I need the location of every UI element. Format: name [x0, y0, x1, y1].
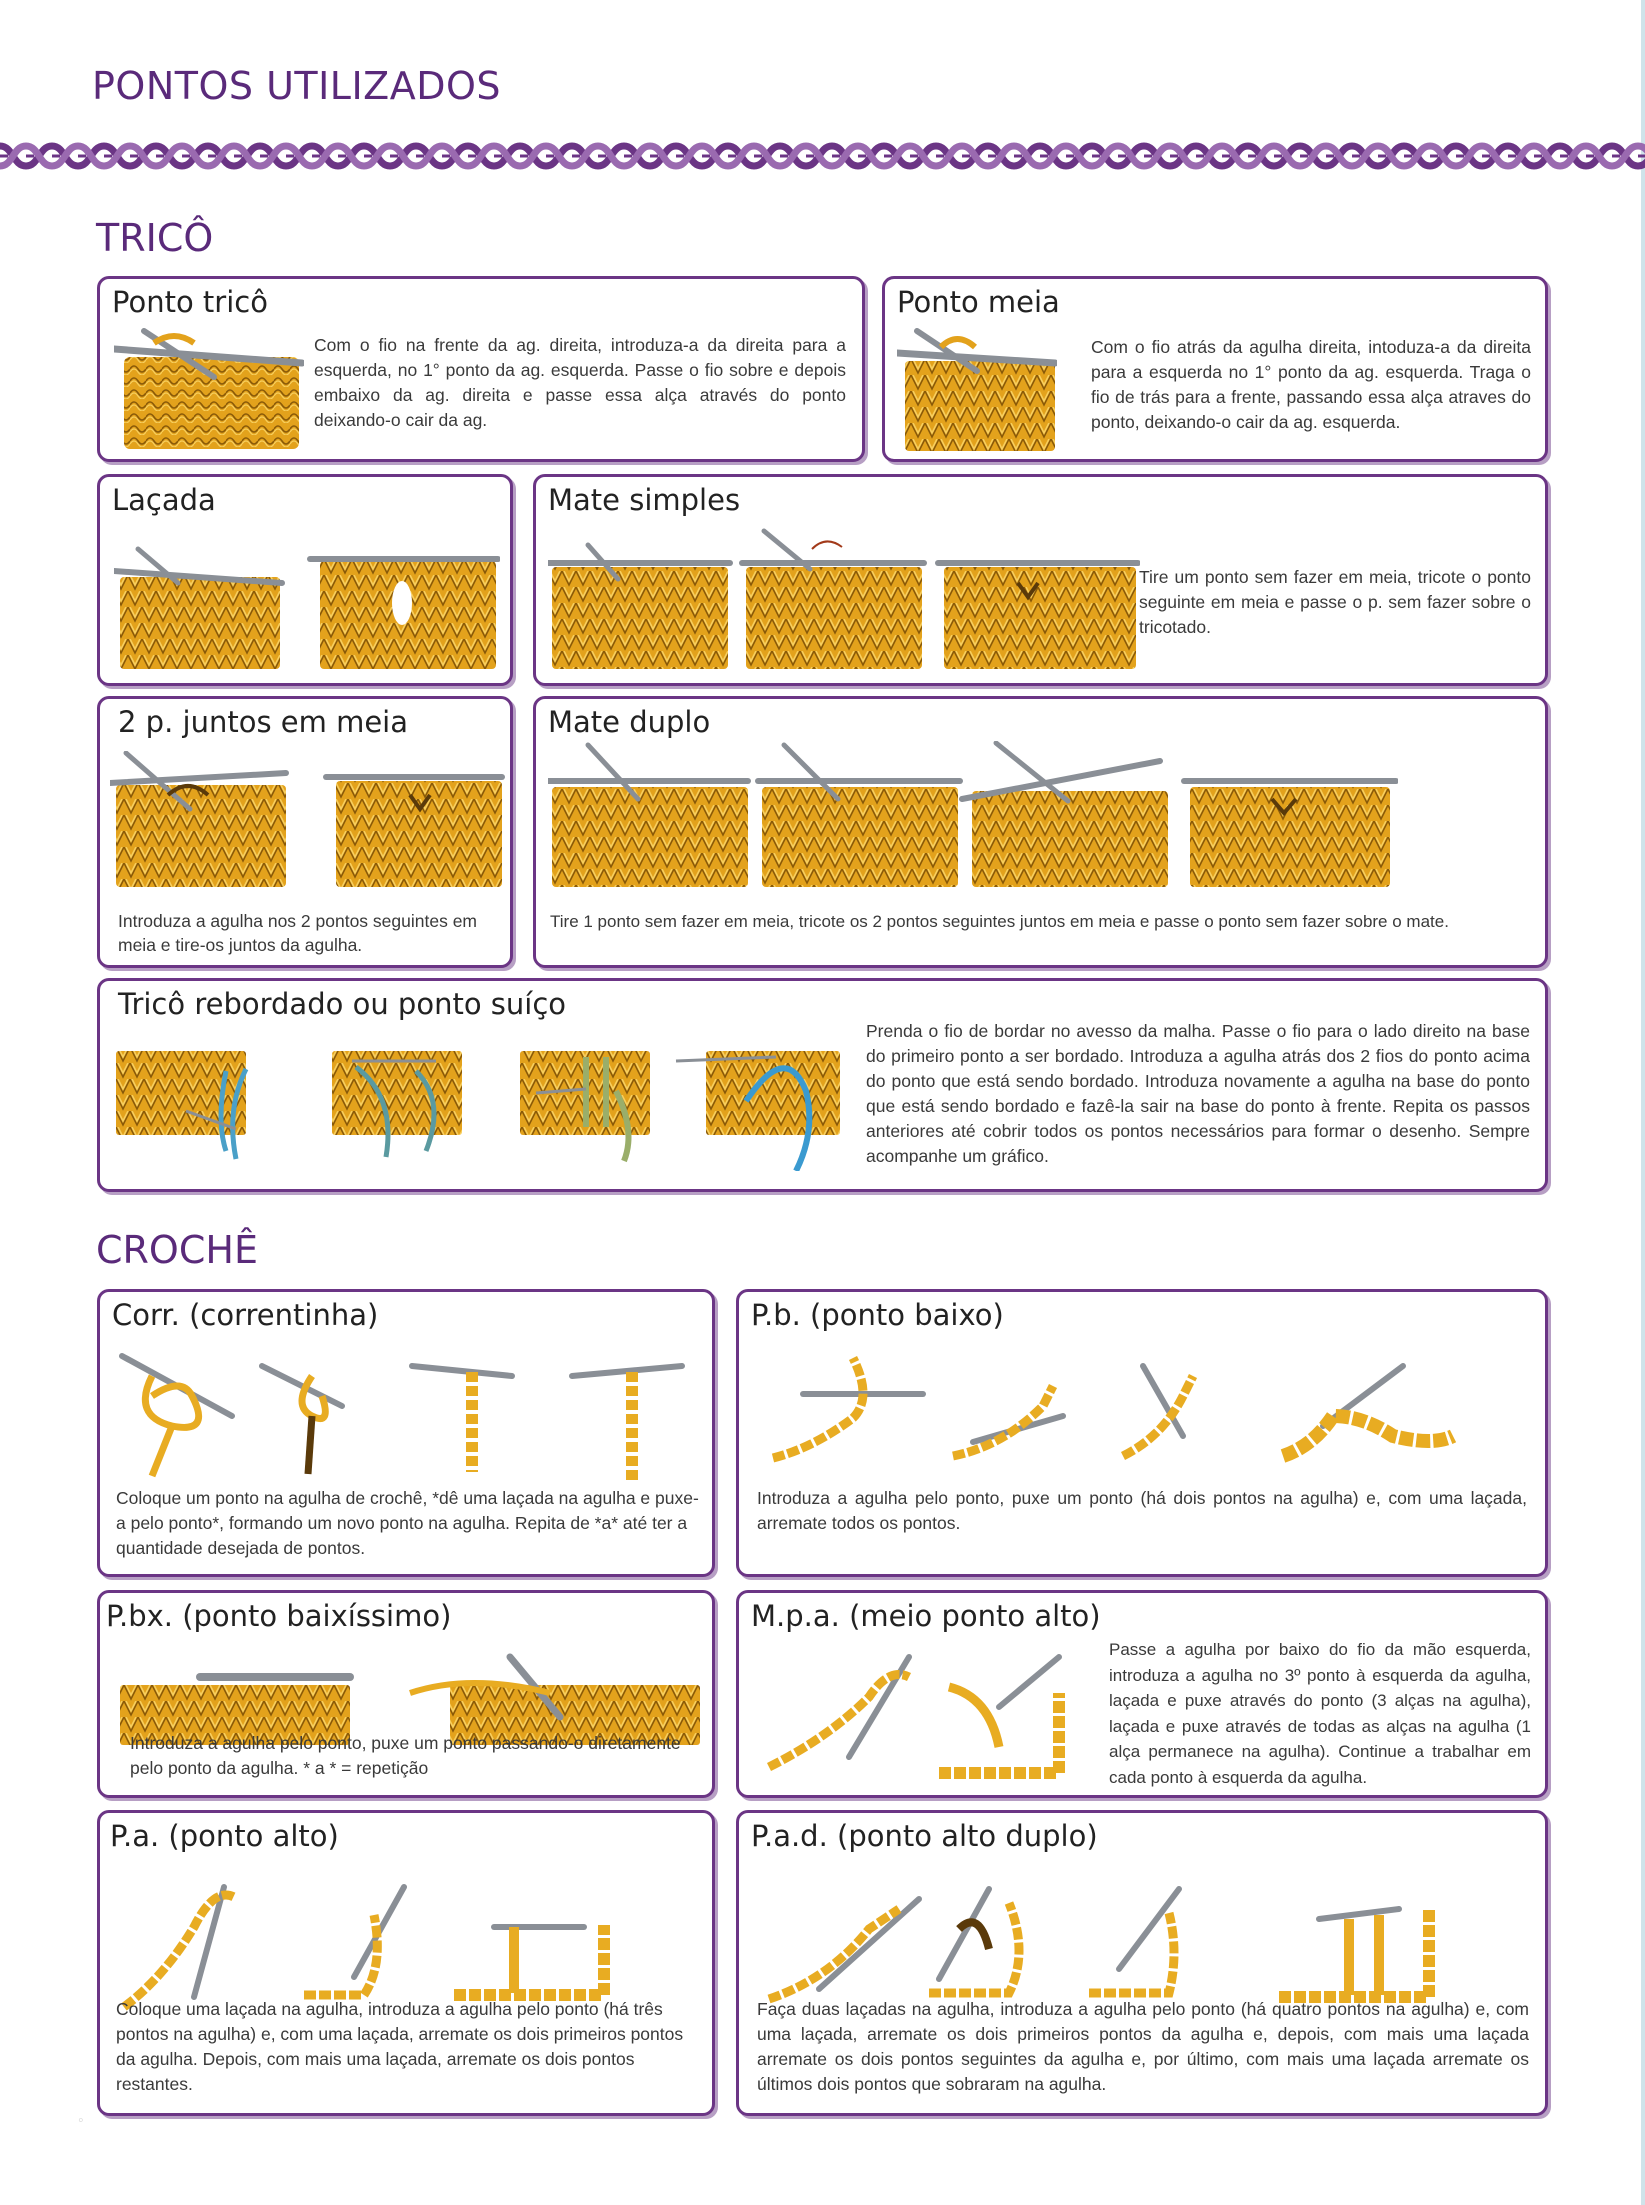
card-text: Introduza a agulha nos 2 pontos seguintes em meia e tire-os juntos da agulha.: [118, 911, 477, 955]
card-title: Laçada: [112, 483, 216, 517]
card-text: Passe a agulha por baixo do fio da mão esquerda, introduza a agulha no 3º ponto à esquerda da agulha, laçada e puxe através do ponto (3 alças na agulha), laçada e puxe através de todas as alças na agulha (1 alça permanece na agulha). Continue a trabalhar em cada ponto à esquerda da agulha.: [1109, 1640, 1531, 1787]
ponto-baixo-illustration: [763, 1346, 1523, 1476]
card-title: Ponto tricô: [112, 285, 268, 319]
page-watermark: ◦: [78, 2112, 84, 2129]
card-text: Faça duas laçadas na agulha, introduza a agulha pelo ponto (há quatro pontos na agulha) e, com uma laçada, arremate os dois primeiros pontos da agulha e, depois, com mais uma laçada arremate os dois pontos seguintes da agulha e, por último, com mais uma laçada arremate os últimos dois pontos que sobraram na agulha.: [757, 1999, 1529, 2094]
card-title: Ponto meia: [897, 285, 1060, 319]
dois-p-juntos-illustration: [110, 751, 506, 891]
lacada-illustration: [114, 543, 500, 673]
ponto-trico-illustration: [114, 327, 304, 455]
card-title: P.bx. (ponto baixíssimo): [106, 1599, 452, 1633]
card-dois-p-juntos: [97, 696, 513, 968]
card-ponto-meia: [882, 276, 1548, 462]
card-meio-ponto-alto: [736, 1590, 1548, 1798]
card-text: Prenda o fio de bordar no avesso da malha. Passe o fio para o lado direito na base do primeiro ponto a ser bordado. Introduza a agulha atrás dos 2 fios do ponto acima do ponto que está sendo bordado. Introduza novamente a agulha na base do ponto que está sendo bordado e fazê-la sair na base do ponto à frente. Repita os passos anteriores até cobrir todos os pontos necessários para formar o desenho. Sempre acompanhe um gráfico.: [866, 1021, 1530, 1166]
meio-ponto-alto-illustration: [759, 1647, 1089, 1787]
ponto-meia-illustration: [897, 327, 1057, 455]
card-title: Tricô rebordado ou ponto suíço: [118, 987, 567, 1021]
card-text: Com o fio na frente da ag. direita, introduza-a da direita para a esquerda, no 1° ponto da ag. esquerda. Passe o fio sobre e depois embaixo da ag. direita e passe essa alça através do ponto deixando-o cair da ag.: [314, 335, 846, 430]
card-trico-rebordado: [97, 978, 1548, 1192]
ponto-alto-duplo-illustration: [759, 1869, 1529, 2009]
card-lacada: [97, 474, 513, 686]
card-title: 2 p. juntos em meia: [118, 705, 408, 739]
card-mate-simples: [533, 474, 1548, 686]
card-ponto-baixo: [736, 1289, 1548, 1577]
mate-duplo-illustration: [548, 741, 1398, 891]
ponto-alto-illustration: [114, 1867, 704, 2017]
card-title: M.p.a. (meio ponto alto): [751, 1599, 1101, 1633]
card-text: Introduza a agulha pelo ponto, puxe um ponto (há dois pontos na agulha) e, com uma laçada, arremate todos os pontos.: [757, 1488, 1527, 1533]
card-title: P.a.d. (ponto alto duplo): [751, 1819, 1098, 1853]
card-text: Coloque um ponto na agulha de crochê, *dê uma laçada na agulha e puxe-a pelo ponto*, formando um novo ponto na agulha. Repita de *a* até ter a quantidade desejada de pontos.: [116, 1488, 699, 1558]
card-title: Mate simples: [548, 483, 741, 517]
page-title: PONTOS UTILIZADOS: [92, 64, 502, 108]
correntinha-illustration: [112, 1346, 702, 1486]
card-title: P.b. (ponto baixo): [751, 1298, 1004, 1332]
card-text: Com o fio atrás da agulha direita, intoduza-a da direita para a esquerda no 1° ponto da ag. esquerda. Traga o fio de trás para a frente, passando essa alça atraves do ponto, deixando-o cair da ag. esquerda.: [1091, 337, 1531, 432]
card-title: Corr. (correntinha): [112, 1298, 379, 1332]
page-edge: [1641, 0, 1645, 2205]
card-correntinha: [97, 1289, 715, 1577]
card-ponto-alto-duplo: [736, 1810, 1548, 2116]
card-ponto-baixissimo: [97, 1590, 715, 1798]
section-title-croche: CROCHÊ: [96, 1228, 258, 1272]
card-mate-duplo: [533, 696, 1548, 968]
card-text: Tire um ponto sem fazer em meia, tricote o ponto seguinte em meia e passe o p. sem fazer sobre o tricotado.: [1139, 567, 1531, 637]
card-text: Introduza a agulha pelo ponto, puxe um ponto passando-o diretamente pelo ponto da agulha. * a * = repetição: [130, 1733, 681, 1778]
rebordado-illustration: [116, 1031, 846, 1171]
card-text: Coloque uma laçada na agulha, introduza a agulha pelo ponto (há três pontos na agulha) e, com uma laçada, arremate os dois primeiros pontos da agulha. Depois, com mais uma laçada, arremate os dois pontos restantes.: [116, 1999, 684, 2094]
card-ponto-trico: [97, 276, 865, 462]
card-ponto-alto: [97, 1810, 715, 2116]
card-title: Mate duplo: [548, 705, 711, 739]
mate-simples-illustration: [548, 523, 1140, 673]
section-title-trico: TRICÔ: [96, 216, 214, 260]
card-title: P.a. (ponto alto): [110, 1819, 339, 1853]
card-text: Tire 1 ponto sem fazer em meia, tricote os 2 pontos seguintes juntos em meia e passe o ponto sem fazer sobre o mate.: [550, 912, 1449, 931]
braid-divider: [0, 136, 1645, 176]
